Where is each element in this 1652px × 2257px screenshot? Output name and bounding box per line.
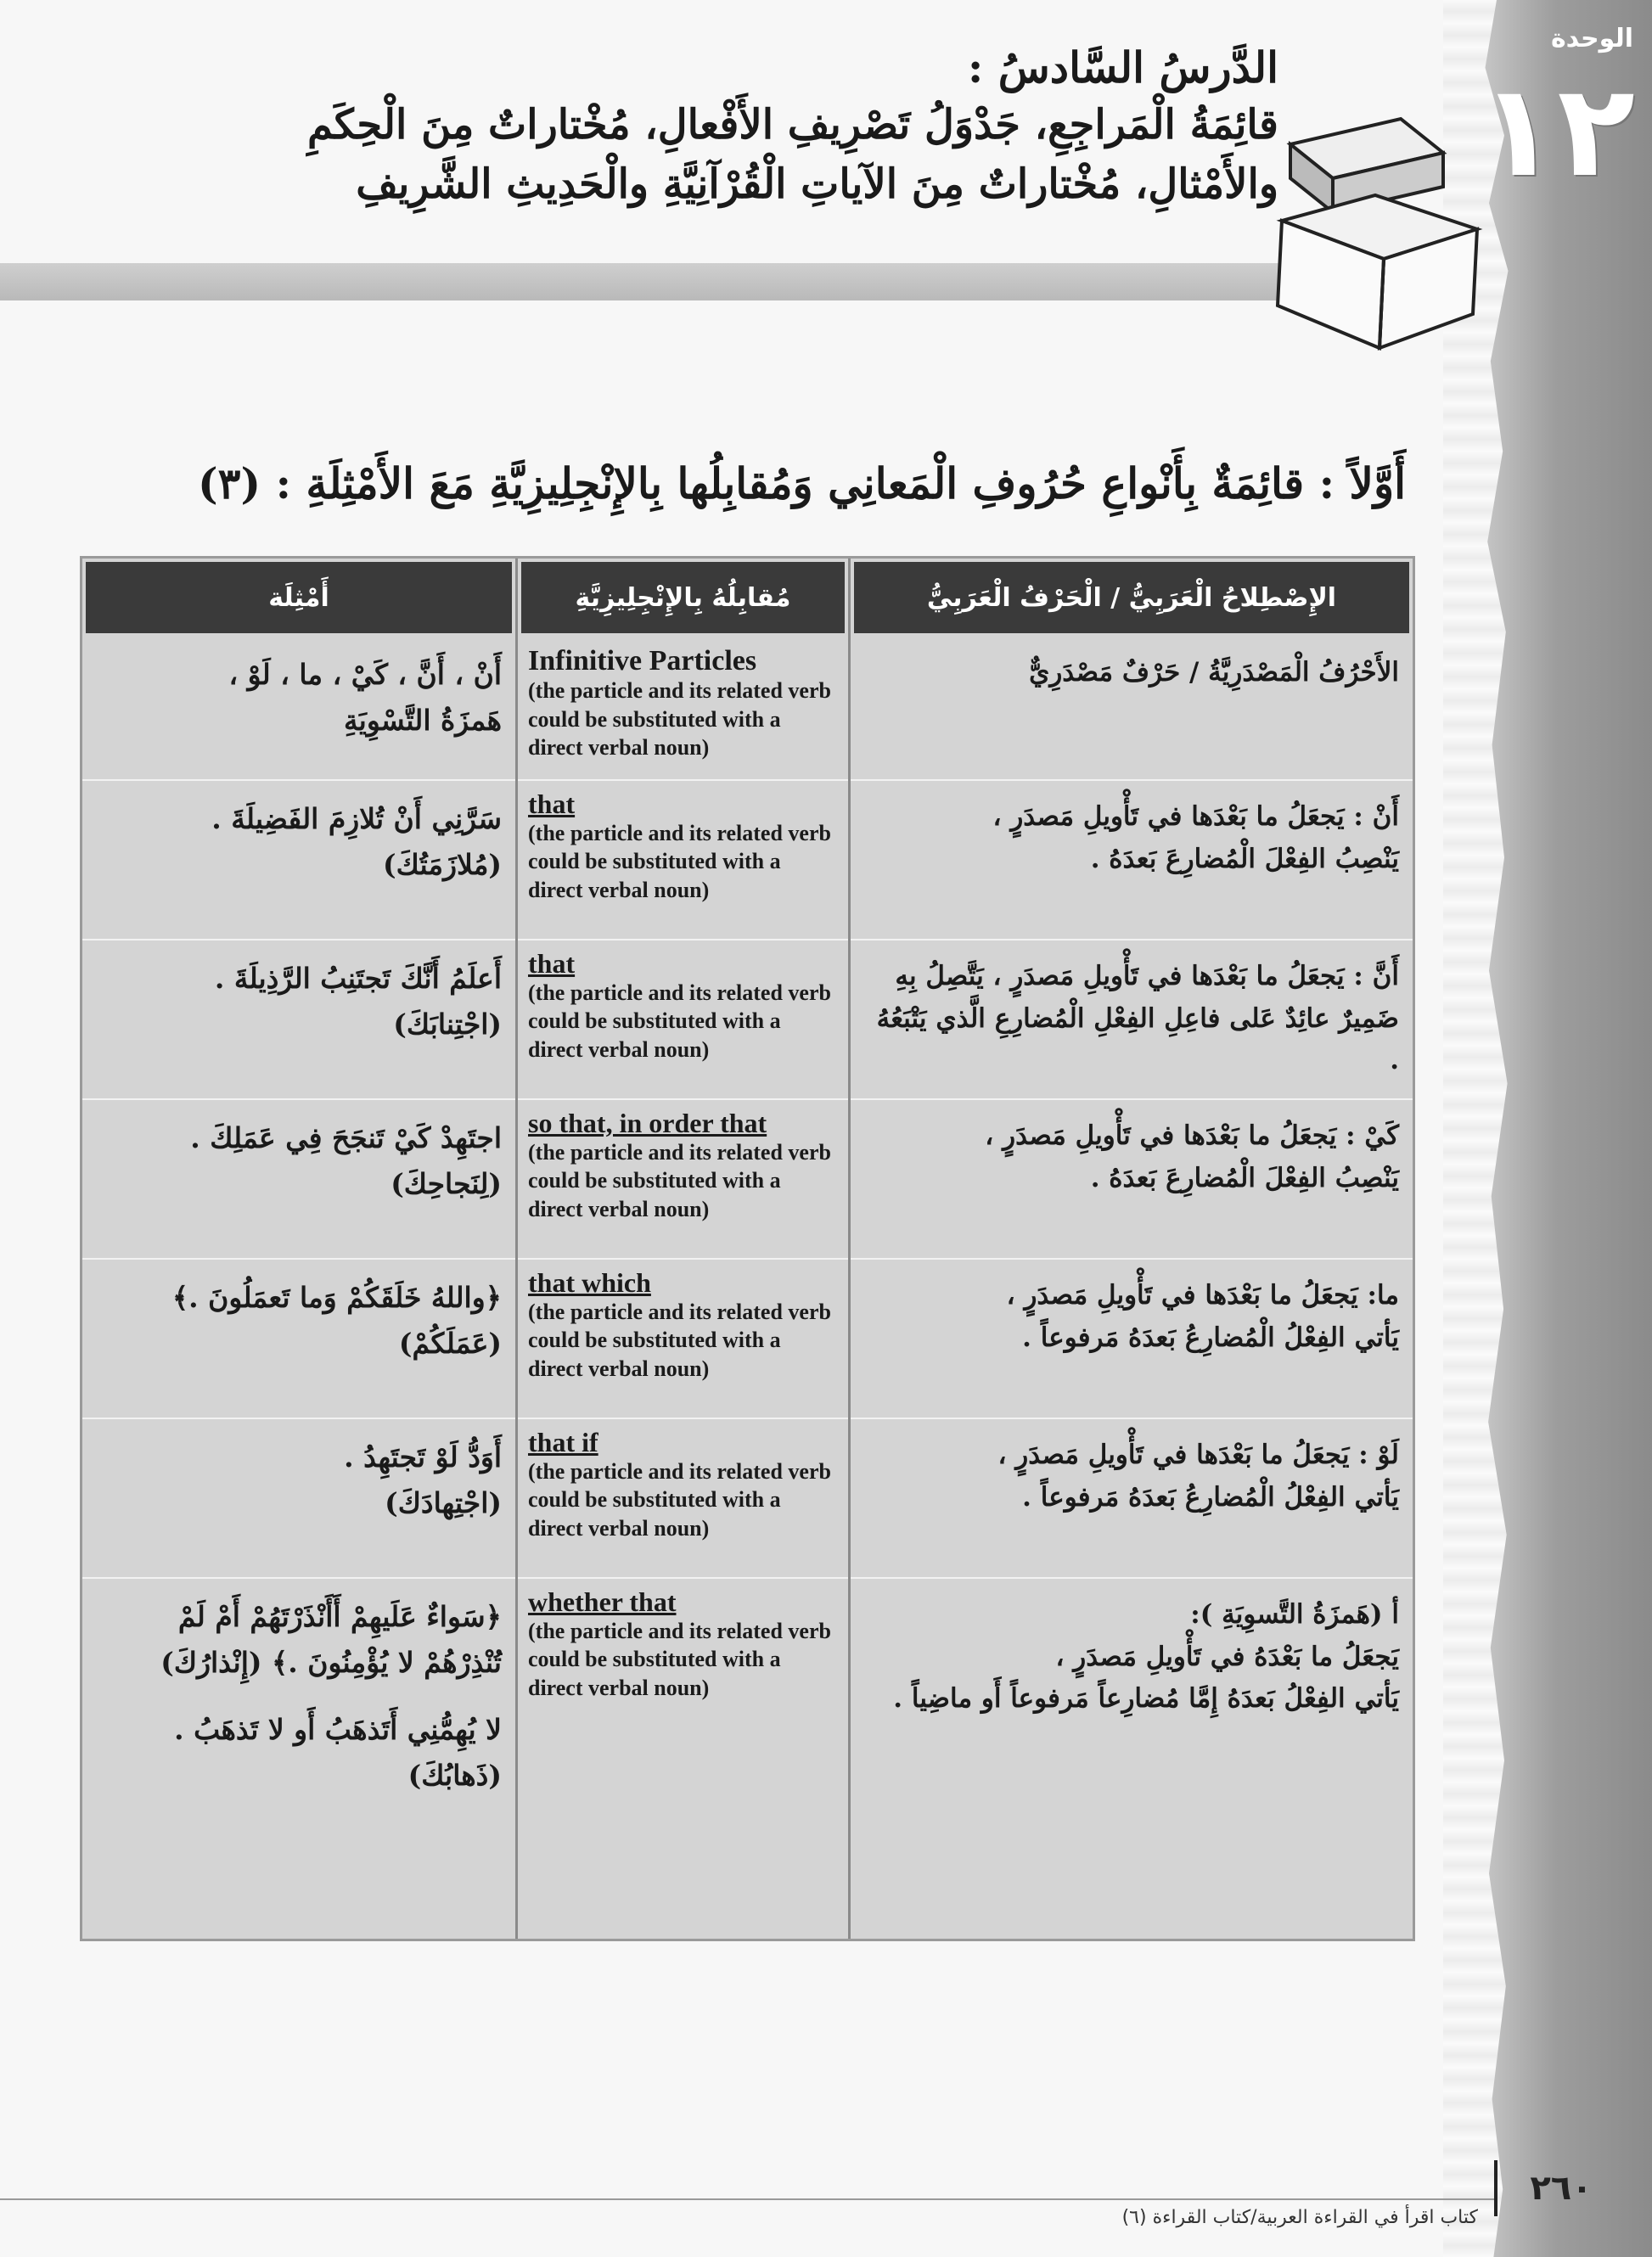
cell-line: أَنَّ : يَجعَلُ ما بَعْدَها في تَأْويلِ مَصدَرٍ ، يَتَّصِلُ بِهِ xyxy=(895,961,1399,991)
cell-line: ﴿سَواءٌ عَلَيهِمْ أَأَنْذَرْتَهُمْ أَمْ لَمْ xyxy=(177,1600,502,1633)
table-cell-english xyxy=(518,781,848,940)
table-cell-arabic xyxy=(851,1100,1413,1260)
cell-line: ضَمِيرٌ عائِدٌ عَلى فاعِلِ الفِعْلِ الْمُضارِعِ الَّذي يَتْبَعُهُ . xyxy=(876,1002,1399,1076)
english-term: whether that xyxy=(528,1586,677,1617)
english-description: (the particle and its related verb could be substituted with a direct verbal noun) xyxy=(528,1619,831,1700)
english-description: (the particle and its related verb could be substituted with a direct verbal noun) xyxy=(528,821,831,902)
cell-line: أَنْ ، أَنَّ ، كَيْ ، ما ، لَوْ ، xyxy=(228,658,502,691)
header-band xyxy=(0,263,1469,300)
table-cell-examples xyxy=(82,781,515,940)
table-cell-english xyxy=(518,1100,848,1260)
cell-line: كَيْ : يَجعَلُ ما بَعْدَها في تَأْويلِ مَصدَرٍ ، xyxy=(985,1120,1399,1151)
cell-line: أَعلَمُ أَنَّكَ تَجتَنِبُ الرَّذِيلَةَ . xyxy=(214,962,502,995)
cell-line: يَأتي الفِعْلُ الْمُضارِعُ بَعدَهُ مَرفوعاً . xyxy=(1022,1322,1399,1353)
table-cell-arabic xyxy=(851,637,1413,781)
page-number: ٢٦٠ xyxy=(1494,2160,1625,2216)
footer-rule xyxy=(0,2198,1494,2200)
lesson-topics-line-1: قائِمَةُ الْمَراجِعِ، جَدْوَلُ تَصْرِيفِ الأَفْعالِ، مُخْتاراتٌ مِنَ الْحِكَمِ xyxy=(306,101,1278,149)
section-heading: أَوَّلاً : قائِمَةٌ بِأَنْواعِ حُرُوفِ الْمَعانِي وَمُقابِلُها بِالإِنْجِلِيزِيَّةِ مَعَ الأَمْثِلَةِ : (٣) xyxy=(197,458,1406,508)
cell-line: لَوْ : يَجعَلُ ما بَعْدَها في تَأْويلِ مَصدَرٍ ، xyxy=(997,1440,1399,1470)
cell-line: أَوَدُّ لَوْ تَجتَهِدُ . xyxy=(344,1440,502,1474)
table-cell-english xyxy=(518,637,848,781)
english-description: (the particle and its related verb could be substituted with a direct verbal noun) xyxy=(528,1140,831,1221)
cell-line: يَنْصِبُ الفِعْلَ الْمُضارِعَ بَعدَهُ . xyxy=(1090,843,1399,874)
cell-line: أ (هَمزَةُ التَّسوِيَةِ ): xyxy=(1190,1599,1399,1630)
unit-side-strip xyxy=(1477,0,1652,2257)
cell-line: أَنْ : يَجعَلُ ما بَعْدَها في تَأْويلِ مَصدَرٍ ، xyxy=(992,801,1399,832)
table-cell-examples xyxy=(82,1579,515,1927)
cell-line: (ذَهابُكَ) xyxy=(407,1759,502,1793)
cell-line: سَرَّنِي أَنْ تُلازِمَ الفَضِيلَةَ . xyxy=(211,802,502,835)
table-cell-english xyxy=(518,1579,848,1927)
column-examples xyxy=(82,559,515,1939)
lesson-title: الدَّرسُ السَّادسُ : xyxy=(967,42,1278,93)
column-arabic-term xyxy=(848,559,1413,1939)
table-cell-examples xyxy=(82,940,515,1100)
spacer xyxy=(96,1687,502,1707)
cell-line: يَأتي الفِعْلُ بَعدَهُ إِمَّا مُضارِعاً مَرفوعاً أَو ماضِياً . xyxy=(893,1683,1399,1715)
cell-line: (اجْتِنابَكَ) xyxy=(393,1008,502,1041)
unit-label: الوحدة xyxy=(1550,24,1633,53)
unit-number: ١٢ xyxy=(1479,58,1635,205)
lesson-header xyxy=(175,42,1278,214)
table-cell-arabic xyxy=(851,1419,1413,1579)
cell-line: تُنْذِرْهُمْ لا يُؤْمِنُونَ .﴾ (إِنْذارُكَ) xyxy=(160,1646,502,1680)
table-cell-arabic xyxy=(851,781,1413,940)
table-cell-arabic xyxy=(851,1260,1413,1419)
table-cell-examples xyxy=(82,1419,515,1579)
cell-line: لا يُهِمُّنِي أَتَذهَبُ أَو لا تَذهَبُ . xyxy=(174,1712,502,1746)
lesson-topics-line-2: والأَمْثالِ، مُخْتاراتٌ مِنَ الآياتِ الْقُرْآنِيَّةِ والْحَدِيثِ الشَّرِيفِ xyxy=(356,160,1278,208)
header-examples: أَمْثِلَة xyxy=(82,559,515,637)
table-cell-arabic xyxy=(851,940,1413,1100)
header-arabic-term: الإِصْطِلاحُ الْعَرَبِيُّ / الْحَرْفُ الْعَرَبِيُّ xyxy=(851,559,1413,637)
english-description: (the particle and its related verb could be substituted with a direct verbal noun) xyxy=(528,1300,831,1381)
table-cell-english xyxy=(518,1260,848,1419)
english-term: Infinitive Particles xyxy=(528,645,757,677)
table-cell-examples xyxy=(82,1260,515,1419)
table-cell-english xyxy=(518,940,848,1100)
cell-line: (مُلازَمَتُكَ) xyxy=(383,848,502,882)
table-cell-examples xyxy=(82,637,515,781)
cell-line: اجتَهِدْ كَيْ تَنجَحَ فِي عَمَلِكَ . xyxy=(190,1121,502,1154)
cell-line: يَنْصِبُ الفِعْلَ الْمُضارِعَ بَعدَهُ . xyxy=(1090,1162,1399,1193)
english-description: (the particle and its related verb could be substituted with a direct verbal noun) xyxy=(528,678,831,760)
cell-line: (عَمَلَكُمْ) xyxy=(398,1327,502,1361)
english-term: that xyxy=(528,789,576,819)
books-illustration xyxy=(1273,93,1486,365)
cell-line: (لِنَجاحِكَ) xyxy=(391,1167,502,1201)
table-cell-arabic xyxy=(851,1579,1413,1927)
english-term: so that, in order that xyxy=(528,1108,767,1138)
cell-line: يَجعَلُ ما بَعْدَهُ في تَأْويلِ مَصدَرٍ ، xyxy=(1055,1641,1399,1672)
cell-line: ﴿واللهُ خَلَقَكُمْ وَما تَعمَلُونَ .﴾ xyxy=(171,1281,502,1314)
cell-line: ما: يَجعَلُ ما بَعْدَها في تَأْويلِ مَصدَرٍ ، xyxy=(1006,1280,1399,1311)
column-english-equivalent xyxy=(515,559,848,1939)
english-term: that xyxy=(528,948,576,979)
english-description: (the particle and its related verb could be substituted with a direct verbal noun) xyxy=(528,1459,831,1541)
cell-line: يَأتي الفِعْلُ الْمُضارِعُ بَعدَهُ مَرفوعاً . xyxy=(1022,1481,1399,1513)
particles-table xyxy=(80,556,1415,1941)
header-english-equivalent: مُقابِلُهُ بِالإِنْجِلِيزِيَّةِ xyxy=(518,559,848,637)
cell-line: (اجْتِهادَكَ) xyxy=(385,1486,502,1520)
english-term: that which xyxy=(528,1267,651,1298)
english-term: that if xyxy=(528,1427,598,1457)
table-cell-examples xyxy=(82,1100,515,1260)
english-description: (the particle and its related verb could be substituted with a direct verbal noun) xyxy=(528,980,831,1062)
cell-line: هَمزَةُ التَّسْوِيَةِ xyxy=(343,704,502,738)
table-cell-english xyxy=(518,1419,848,1579)
cell-line: الأَحْرُفُ الْمَصْدَرِيَّةُ / حَرْفٌ مَصْدَرِيٌّ xyxy=(1029,657,1399,688)
footer-book-title: كتاب اقرأ في القراءة العربية/كتاب القراءة (٦) xyxy=(1121,2207,1478,2228)
